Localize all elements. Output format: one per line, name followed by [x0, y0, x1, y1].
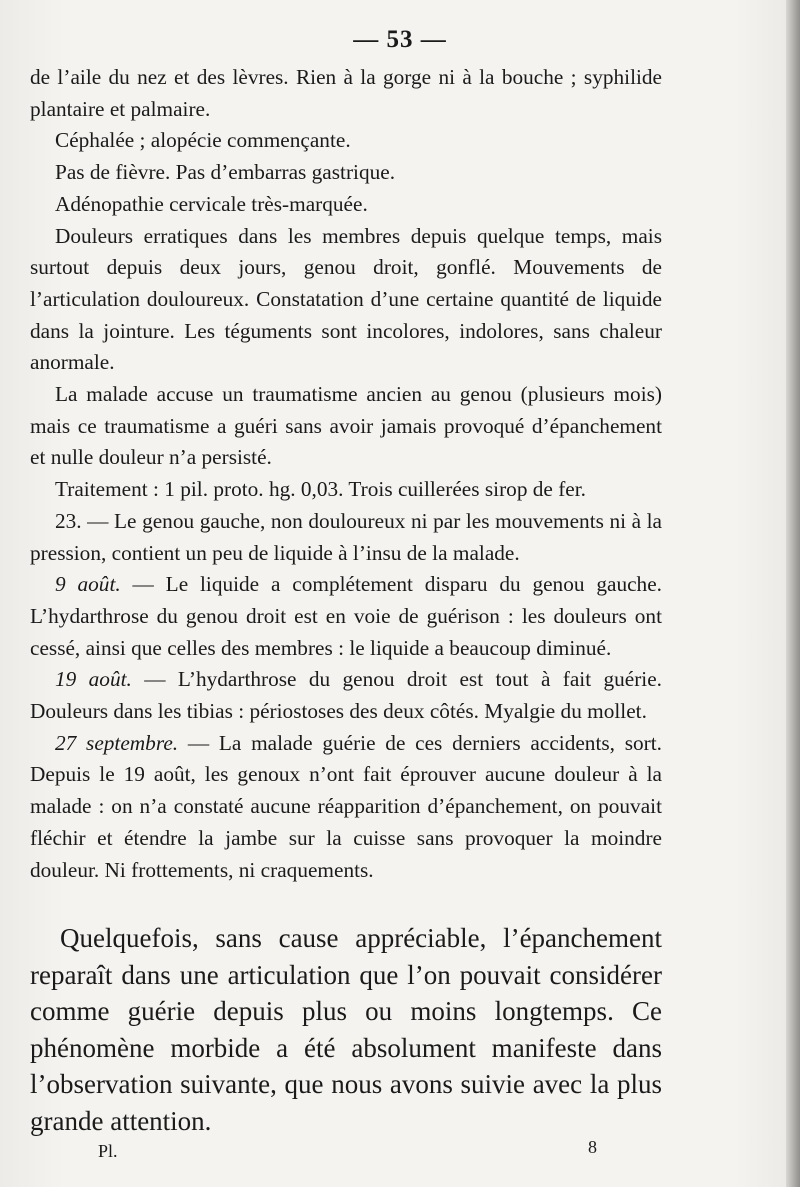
paragraph: Douleurs erratiques dans les membres depuis quelque temps, mais surtout depuis deux jours, genou droit, gonflé. Mouvements de l’articulation douloureux. Constatation d’une certaine quantité de liquide dans la jointure. Les téguments sont incolores, indolores, sans chaleur anormale.: [30, 223, 662, 375]
page-number: — 53 —: [353, 26, 447, 53]
paragraph: [30, 569, 662, 664]
paragraph: Céphalée ; alopécie commençante.: [55, 128, 351, 153]
paragraph: Quelquefois, sans cause appréciable, l’épanchement reparaît dans une articulation que l’on pouvait considérer comme guérie depuis plus ou moins longtemps. Ce phénomène morbide a été absolument manifeste dans l’observation suivante, que nous avons suivie avec la plus grande attention.: [30, 923, 662, 1136]
paragraph-text: — La malade guérie de ces derniers accidents, sort. Depuis le 19 août, les genoux n’ont fait éprouver aucune douleur à la malade : on n’a constaté aucune réapparition d’épanchement, on pouvait fléchir et étendre la jambe sur la cuisse sans provoquer la moindre douleur. Ni frottements, ni craquements.: [30, 730, 662, 882]
paragraph: [30, 728, 662, 887]
paragraph: Pas de fièvre. Pas d’embarras gastrique.: [55, 160, 396, 185]
signature-mark: Pl.: [98, 1141, 118, 1161]
paragraph: La malade accuse un traumatisme ancien au genou (plusieurs mois) mais ce traumatisme a guéri sans avoir jamais provoqué d’épanchement et nulle douleur n’a persisté.: [30, 382, 662, 470]
paragraph-text: — Le liquide a complétement disparu du genou gauche. L’hydarthrose du genou droit est en voie de guérison : les douleurs ont cessé, ainsi que celles des membres : le liquide a beaucoup diminué.: [30, 572, 662, 660]
date: 19 août.: [55, 667, 132, 692]
date: 9 août.: [55, 572, 121, 597]
paragraph: Adénopathie cervicale très-marquée.: [55, 191, 368, 216]
page-edge-shadow: [786, 0, 800, 1187]
paragraph: [30, 664, 662, 727]
paragraph: 23. — Le genou gauche, non douloureux ni par les mouvements ni à la pression, contient un peu de liquide à l’insu de la malade.: [30, 508, 662, 565]
observation-text: [30, 62, 662, 886]
paragraph-text: — L’hydarthrose du genou droit est tout à fait guérie. Douleurs dans les tibias : périostoses des deux côtés. Myalgie du mollet.: [30, 667, 662, 724]
signature-number: 8: [588, 1137, 597, 1157]
paragraph: de l’aile du nez et des lèvres. Rien à la gorge ni à la bouche ; syphilide plantaire et palmaire.: [30, 65, 662, 121]
paragraph: Traitement : 1 pil. proto. hg. 0,03. Trois cuillerées sirop de fer.: [55, 477, 586, 502]
date: 27 septembre.: [55, 730, 179, 755]
body-text: [30, 920, 662, 1140]
